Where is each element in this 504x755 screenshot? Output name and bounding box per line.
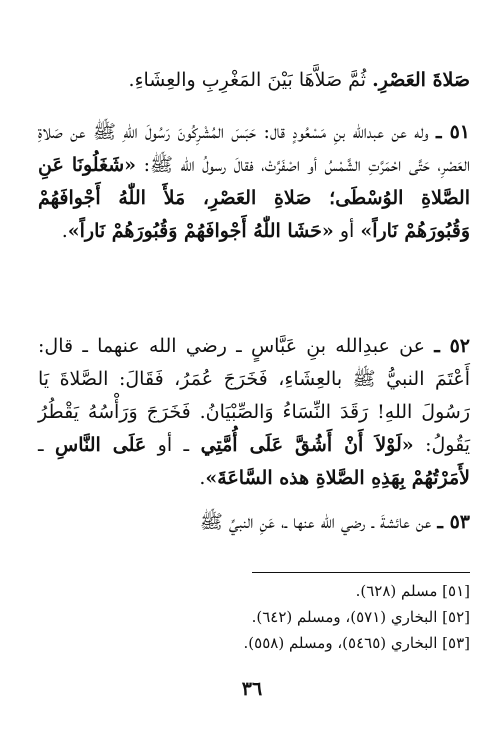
- hadith-53-text: عن عائشةَ ـ رضي الله عنها ـ، عَنِ النبيِّ ﷺ: [199, 511, 438, 533]
- hadith-51-quote-1: «شَغَلُونَا عَنِ الصَّلاةِ الوُسْطَى؛ صَلاةِ العَصْرِ، مَلأَ اللّٰهُ أَجْوافَهُمْ وَقُبُورَهُمْ نَاراً»: [38, 154, 470, 242]
- hadith-52: [38, 330, 470, 495]
- hadith-52-text: عن عبدِالله بنِ عَبَّاسٍ ـ رضي الله عنهما ـ قال: أَعْتَمَ النبيُّ ﷺ بالعِشَاءِ، فَخَرَجَ عُمَرُ، فَقَالَ: الصَّلاةَ يَا رَسُولَ اللهِ! رَقَدَ النِّسَاءُ وَالصِّبْيَانُ. فَخَرَجَ وَرَأْسُهُ يَقْطُرُ يَقُولُ:: [38, 335, 471, 456]
- footnote-51: [٥١] مسلم (٦٢٨).: [355, 582, 470, 600]
- page-number: ٣٦: [241, 678, 263, 700]
- hadith-52-connector-2: ـ: [38, 434, 55, 456]
- hadith-51: [38, 116, 470, 248]
- hadith-51-text: وله عن عبدالله بنِ مَسْعُودٍ قال: حَبَسَ المُشْرِكُونَ رَسُولَ اللهِ ﷺ عن صَلاةِ العَصْرِ، حَتَّى احْمَرَّتِ الشَّمْسُ أو اصْفَرَّتْ، فقالَ رسولُ الله ﷺ:: [38, 121, 470, 176]
- hadith-52-quote-3: لأَمَرْتُهُمْ بِهَذِهِ الصَّلاةِ هذه السَّاعَةَ»: [205, 467, 470, 489]
- footnote-53: [٥٣] البخاري (٥٤٦٥)، ومسلم (٥٥٨).: [243, 634, 470, 652]
- footnotes: [150, 578, 470, 656]
- hadith-53-number: ٥٣ ـ: [437, 511, 470, 533]
- footnote-divider: [252, 572, 470, 573]
- hadith-52-number: ٥٢ ـ: [434, 335, 470, 357]
- hadith-52-connector: ـ أو: [146, 434, 201, 456]
- hadith-51-end: .: [61, 220, 68, 242]
- hadith-51-number: ٥١ ـ: [436, 121, 470, 143]
- hadith-52-end: .: [199, 467, 206, 489]
- hadith-53: [38, 506, 470, 539]
- continued-bold: صَلاةَ العَصْرِ.: [372, 69, 470, 91]
- hadith-52-quote-2: عَلَى النَّاسِ: [55, 434, 147, 456]
- hadith-51-quote-2: «حَشَا اللّٰهُ أَجْوافَهُمْ وَقُبُورَهُمْ نَاراً»: [67, 220, 334, 242]
- continued-text: [38, 64, 470, 97]
- continued-rest: ثُمَّ صَلاَّهَا بَيْنَ المَغْرِبِ والعِشَاءِ.: [128, 69, 373, 91]
- hadith-52-quote-1: «لَوْلاَ أَنْ أَشُقَّ عَلَى أُمَّتِي: [200, 434, 414, 456]
- footnote-52: [٥٢] البخاري (٥٧١)، ومسلم (٦٤٢).: [251, 608, 470, 626]
- hadith-51-connector: أو: [333, 220, 361, 242]
